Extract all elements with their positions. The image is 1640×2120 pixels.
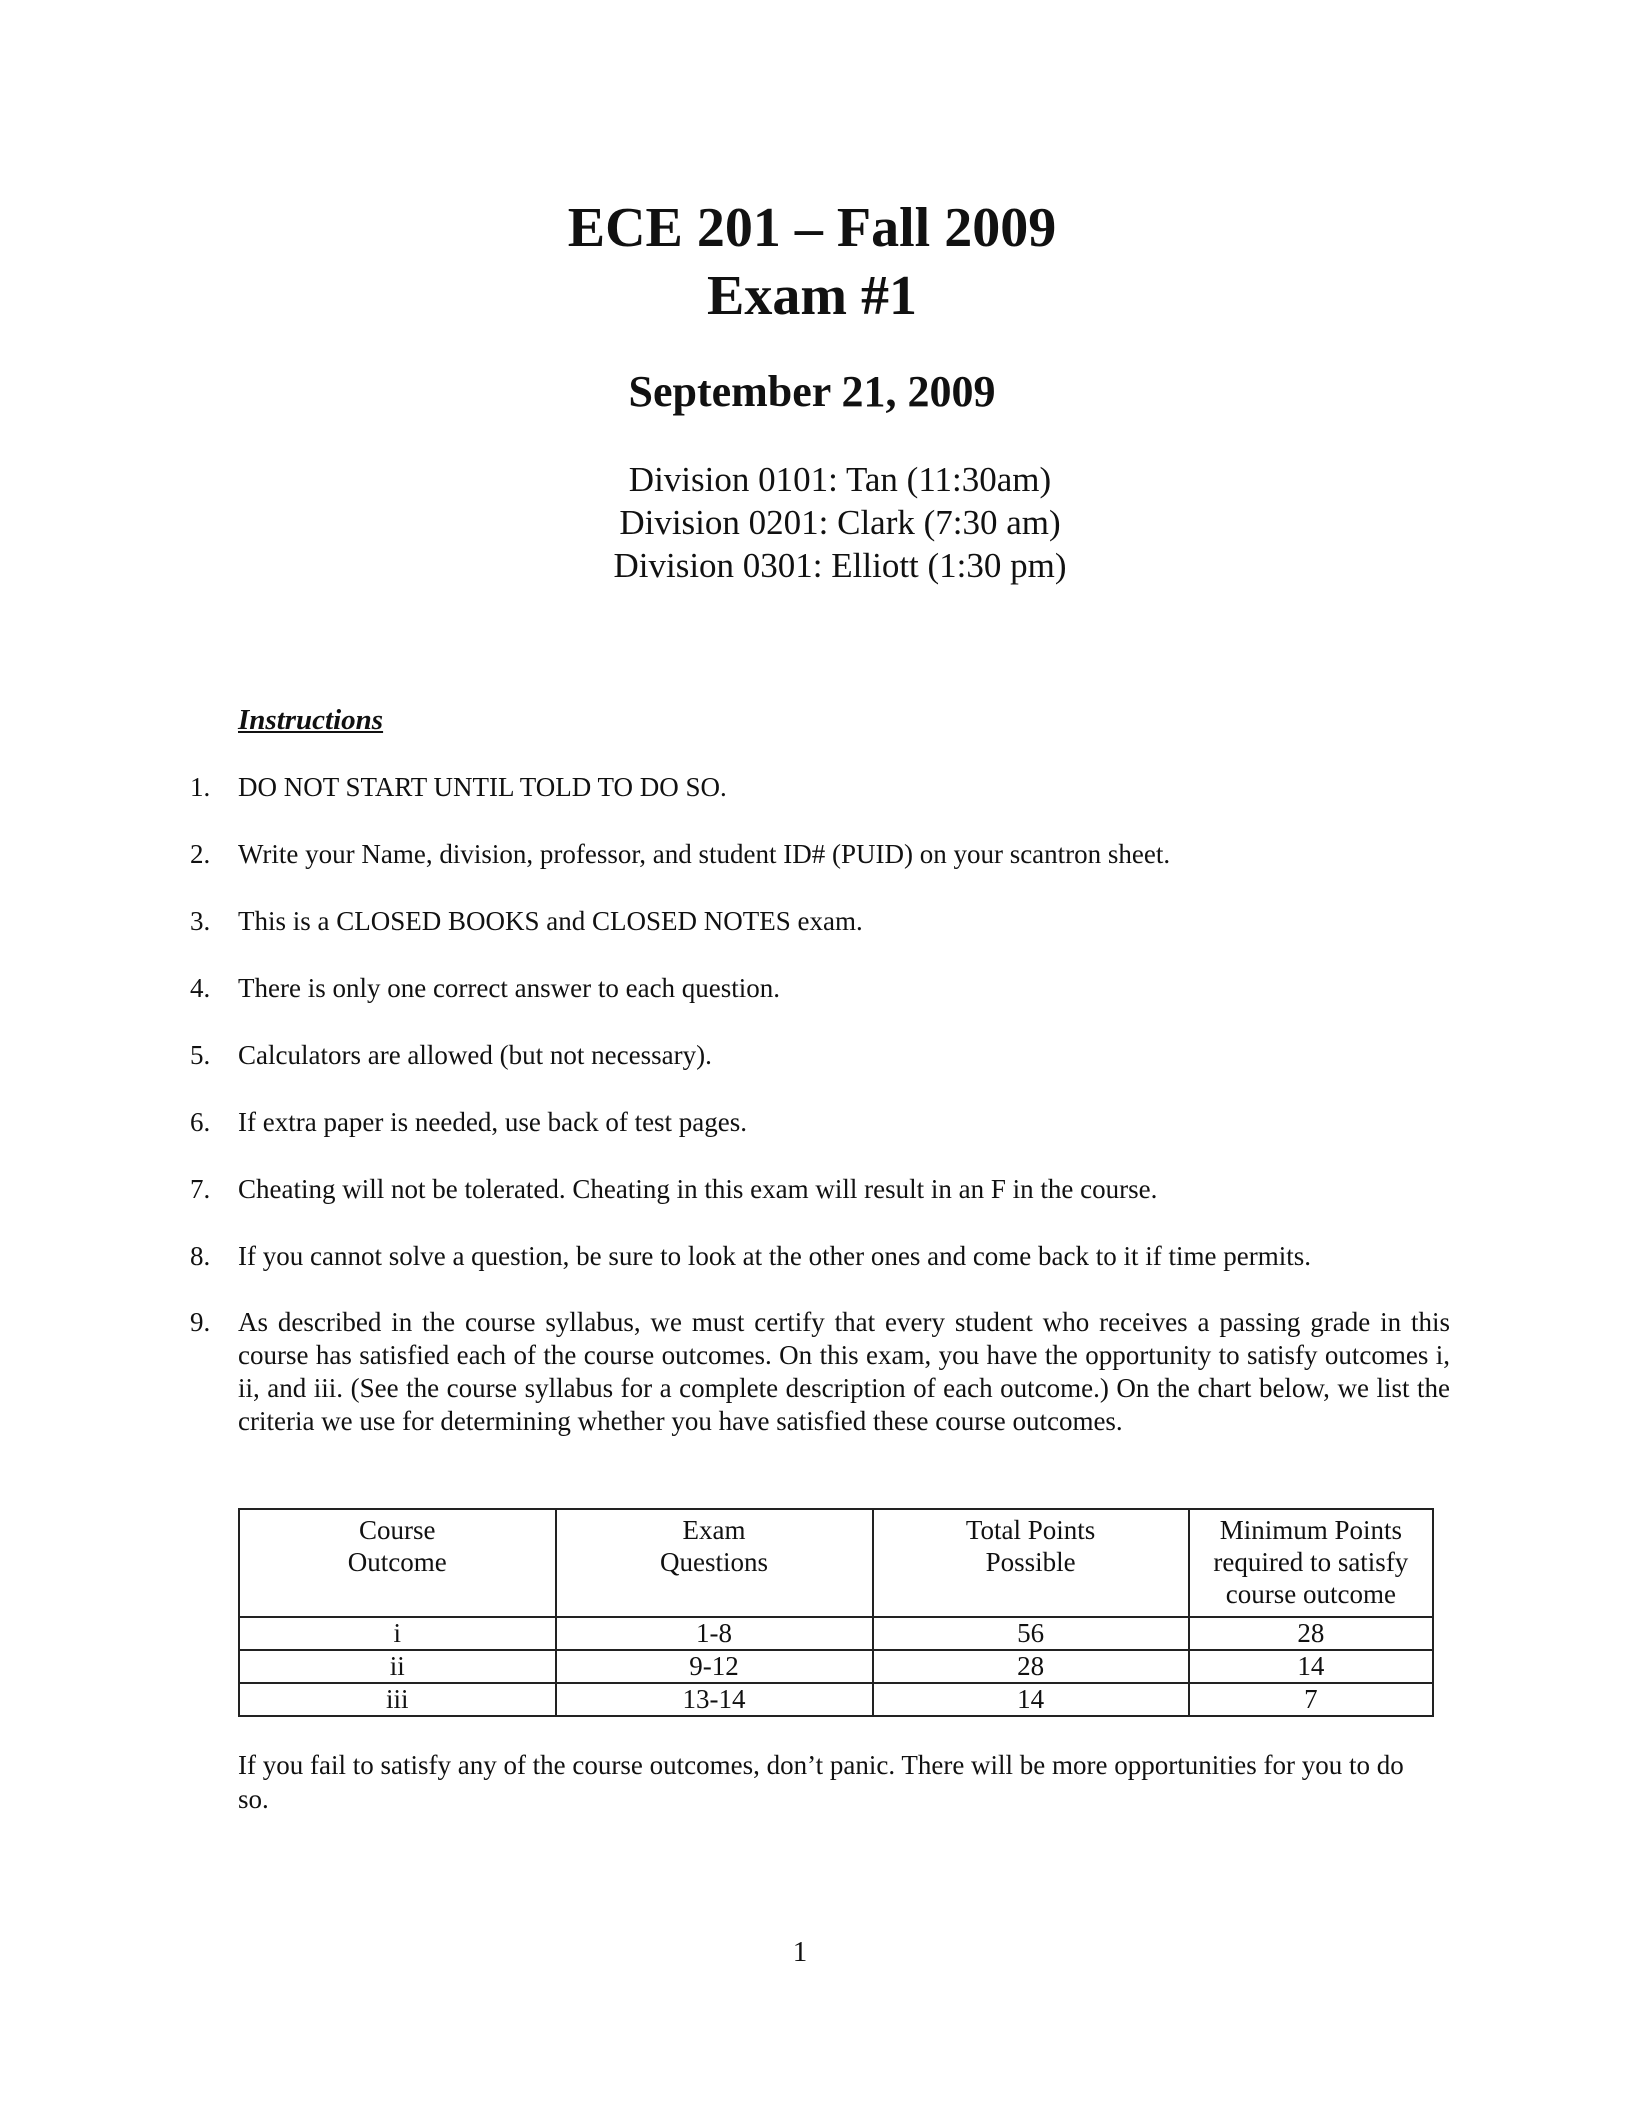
instruction-item	[190, 1239, 1450, 1306]
cell-outcome: iii	[239, 1683, 556, 1716]
cell-minimum-points: 28	[1189, 1617, 1433, 1650]
header-minimum-points	[1189, 1509, 1433, 1617]
header-line: Minimum Points	[1219, 1515, 1402, 1545]
instructions-heading: Instructions	[238, 704, 384, 736]
header-line: Course	[359, 1515, 436, 1545]
instruction-item	[190, 971, 1450, 1038]
cell-outcome: i	[239, 1617, 556, 1650]
table-row	[239, 1617, 1433, 1650]
division-list	[20, 458, 1640, 587]
instruction-text: This is a CLOSED BOOKS and CLOSED NOTES exam.	[238, 906, 863, 936]
instruction-number: 8.	[190, 1241, 211, 1271]
instruction-number: 7.	[190, 1174, 211, 1204]
exam-date: September 21, 2009	[628, 367, 996, 416]
cell-questions: 1-8	[556, 1617, 873, 1650]
header-line: Total Points	[965, 1515, 1096, 1545]
course-title: ECE 201 – Fall 2009	[567, 197, 1057, 259]
instruction-number: 4.	[190, 973, 211, 1003]
header-line: required to satisfy	[1213, 1547, 1409, 1577]
instruction-number: 6.	[190, 1107, 211, 1137]
instruction-text: There is only one correct answer to each question.	[238, 973, 781, 1003]
cell-minimum-points: 7	[1189, 1683, 1433, 1716]
header-exam-questions	[556, 1509, 873, 1617]
header-line: course outcome	[1225, 1579, 1396, 1609]
cell-minimum-points: 14	[1189, 1650, 1433, 1683]
table-row	[239, 1650, 1433, 1683]
instruction-number: 1.	[190, 772, 211, 802]
header-line: Outcome	[347, 1547, 447, 1577]
closing-note: If you fail to satisfy any of the course outcomes, don’t panic. There will be more opportunities for you to do so.	[238, 1750, 1404, 1814]
division-line: Division 0301: Elliott (1:30 pm)	[613, 546, 1067, 585]
instructions-list	[190, 770, 1450, 1438]
instruction-text: Write your Name, division, professor, and student ID# (PUID) on your scantron sheet.	[238, 839, 1171, 869]
header-line: Exam	[682, 1515, 746, 1545]
instruction-text: As described in the course syllabus, we must certify that every student who receives a passing grade in this course has satisfied each of the course outcomes. On this exam, you have the opportunity to satisfy outcomes i, ii, and iii. (See the course syllabus for a complete description of each outcome.) On the chart below, we list the criteria we use for determining whether you have satisfied these course outcomes.	[238, 1307, 1450, 1436]
header-line: Questions	[660, 1547, 769, 1577]
cell-questions: 9-12	[556, 1650, 873, 1683]
instruction-number: 2.	[190, 839, 211, 869]
header-total-points	[873, 1509, 1189, 1617]
table-header-row	[239, 1509, 1433, 1617]
header-course-outcome	[239, 1509, 556, 1617]
cell-outcome: ii	[239, 1650, 556, 1683]
instruction-item	[190, 1172, 1450, 1239]
instruction-item	[190, 837, 1450, 904]
cell-questions: 13-14	[556, 1683, 873, 1716]
instruction-text: Cheating will not be tolerated. Cheating in this exam will result in an F in the course.	[238, 1174, 1158, 1204]
instruction-number: 9.	[190, 1307, 211, 1337]
page-number: 1	[792, 1936, 808, 1968]
cell-total-points: 14	[873, 1683, 1189, 1716]
cell-total-points: 56	[873, 1617, 1189, 1650]
instruction-item	[190, 1306, 1450, 1438]
instruction-text: If extra paper is needed, use back of test pages.	[238, 1107, 748, 1137]
instruction-number: 3.	[190, 906, 211, 936]
header-line: Possible	[985, 1547, 1076, 1577]
instruction-item	[190, 770, 1450, 837]
table-row	[239, 1683, 1433, 1716]
exam-title: Exam #1	[707, 265, 917, 327]
instruction-item	[190, 904, 1450, 971]
instruction-text: If you cannot solve a question, be sure to look at the other ones and come back to it if time permits.	[238, 1241, 1311, 1271]
instruction-text: DO NOT START UNTIL TOLD TO DO SO.	[238, 772, 727, 802]
instruction-number: 5.	[190, 1040, 211, 1070]
division-line: Division 0201: Clark (7:30 am)	[619, 503, 1061, 542]
outcome-table	[238, 1508, 1434, 1717]
instruction-item	[190, 1038, 1450, 1105]
division-line: Division 0101: Tan (11:30am)	[628, 460, 1052, 499]
instruction-item	[190, 1105, 1450, 1172]
cell-total-points: 28	[873, 1650, 1189, 1683]
instruction-text: Calculators are allowed (but not necessary).	[238, 1040, 712, 1070]
